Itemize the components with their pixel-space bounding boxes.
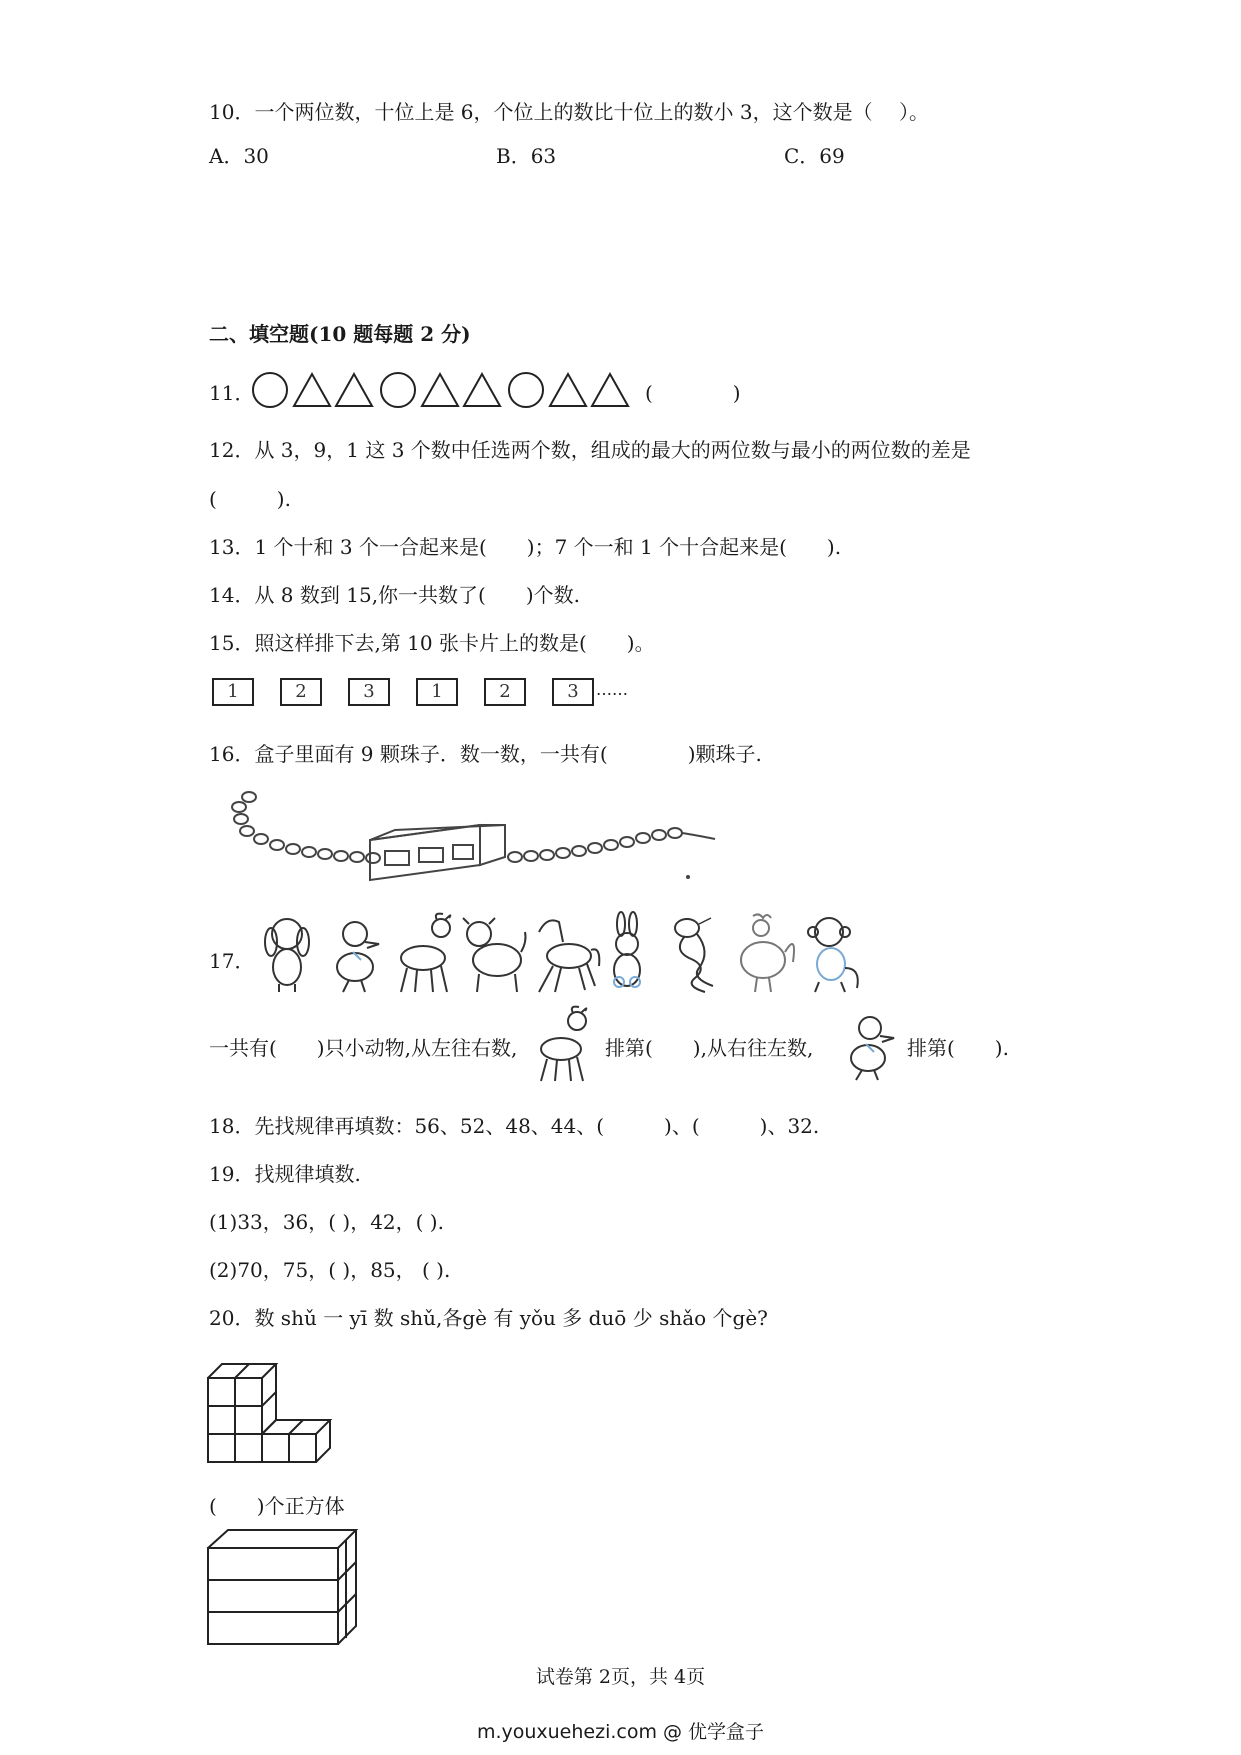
q15-ellipsis: …… xyxy=(596,680,628,699)
bead-chain-figure xyxy=(225,785,725,890)
goat-icon xyxy=(401,914,450,992)
number-card: 3 xyxy=(552,678,594,706)
horse-icon xyxy=(539,920,599,992)
number-card: 3 xyxy=(348,678,390,706)
section-title: 二、填空题(10 题每题 2 分) xyxy=(209,322,471,346)
cow-icon xyxy=(463,918,526,992)
q12-line2: ( ). xyxy=(209,487,291,511)
q19-sub1: (1)33，36，( )，42，( ). xyxy=(209,1210,444,1234)
q11-shape-sequence xyxy=(250,370,650,410)
circle-shape-2 xyxy=(381,373,415,407)
q15-text: 15．照这样排下去,第 10 张卡片上的数是( )。 xyxy=(209,631,655,655)
q17-seg2: 排第( ),从右往左数, xyxy=(605,1036,814,1060)
number-card: 1 xyxy=(212,678,254,706)
q10-option-b: B．63 xyxy=(496,144,557,168)
triangle-shape-3 xyxy=(422,374,458,406)
duck-icon xyxy=(337,922,379,992)
q10-option-a: A．30 xyxy=(209,144,269,168)
rooster-icon xyxy=(741,914,794,992)
monkey-icon xyxy=(808,918,858,992)
triangle-shape-1 xyxy=(294,374,330,406)
triangle-shape-4 xyxy=(464,374,500,406)
rabbit-icon xyxy=(614,912,640,987)
q19-sub2: (2)70，75，( )，85， ( ). xyxy=(209,1258,451,1282)
q11-blank: ( ) xyxy=(645,381,741,405)
duck-icon xyxy=(840,1010,900,1080)
q17-seg3: 排第( ). xyxy=(907,1036,1009,1060)
circle-shape-1 xyxy=(253,373,287,407)
q17-number: 17． xyxy=(209,949,255,973)
q16-text: 16．盒子里面有 9 颗珠子．数一数，一共有( )颗珠子. xyxy=(209,742,762,766)
q14-text: 14．从 8 数到 15,你一共数了( )个数. xyxy=(209,583,581,607)
q19-title: 19．找规律填数. xyxy=(209,1162,361,1186)
goat-icon xyxy=(535,1005,595,1085)
q13-text: 13．1 个十和 3 个一合起来是( )；7 个一和 1 个十合起来是( ). xyxy=(209,535,842,559)
q20-text: 20．数 shǔ 一 yī 数 shǔ,各gè 有 yǒu 多 duō 少 shǎo 个gè? xyxy=(209,1306,768,1330)
q11-number: 11． xyxy=(209,381,255,405)
number-card: 2 xyxy=(484,678,526,706)
cube-stack-figure xyxy=(208,1358,333,1463)
circle-shape-3 xyxy=(509,373,543,407)
triangle-shape-5 xyxy=(550,374,586,406)
q17-seg1: 一共有( )只小动物,从左往右数, xyxy=(209,1036,518,1060)
animal-row xyxy=(257,912,907,997)
triangle-shape-2 xyxy=(336,374,372,406)
number-card: 1 xyxy=(416,678,458,706)
cuboid-stack-figure xyxy=(208,1528,358,1648)
snake-icon xyxy=(675,918,713,992)
q10-text: 10．一个两位数，十位上是 6，个位上的数比十位上的数小 3，这个数是（ ）。 xyxy=(209,100,929,124)
q10-option-c: C．69 xyxy=(784,144,845,168)
q20-answer1: ( )个正方体 xyxy=(209,1494,345,1518)
dog-icon xyxy=(265,919,309,992)
q12-line1: 12．从 3，9，1 这 3 个数中任选两个数，组成的最大的两位数与最小的两位数的差是 xyxy=(209,438,971,462)
page-footer: 试卷第 2页，共 4页 xyxy=(535,1666,706,1688)
triangle-shape-6 xyxy=(592,374,628,406)
q18-text: 18．先找规律再填数：56、52、48、44、( )、( )、32. xyxy=(209,1114,820,1138)
source-watermark: m.youxuehezi.com @ 优学盒子 xyxy=(476,1721,765,1743)
number-card: 2 xyxy=(280,678,322,706)
